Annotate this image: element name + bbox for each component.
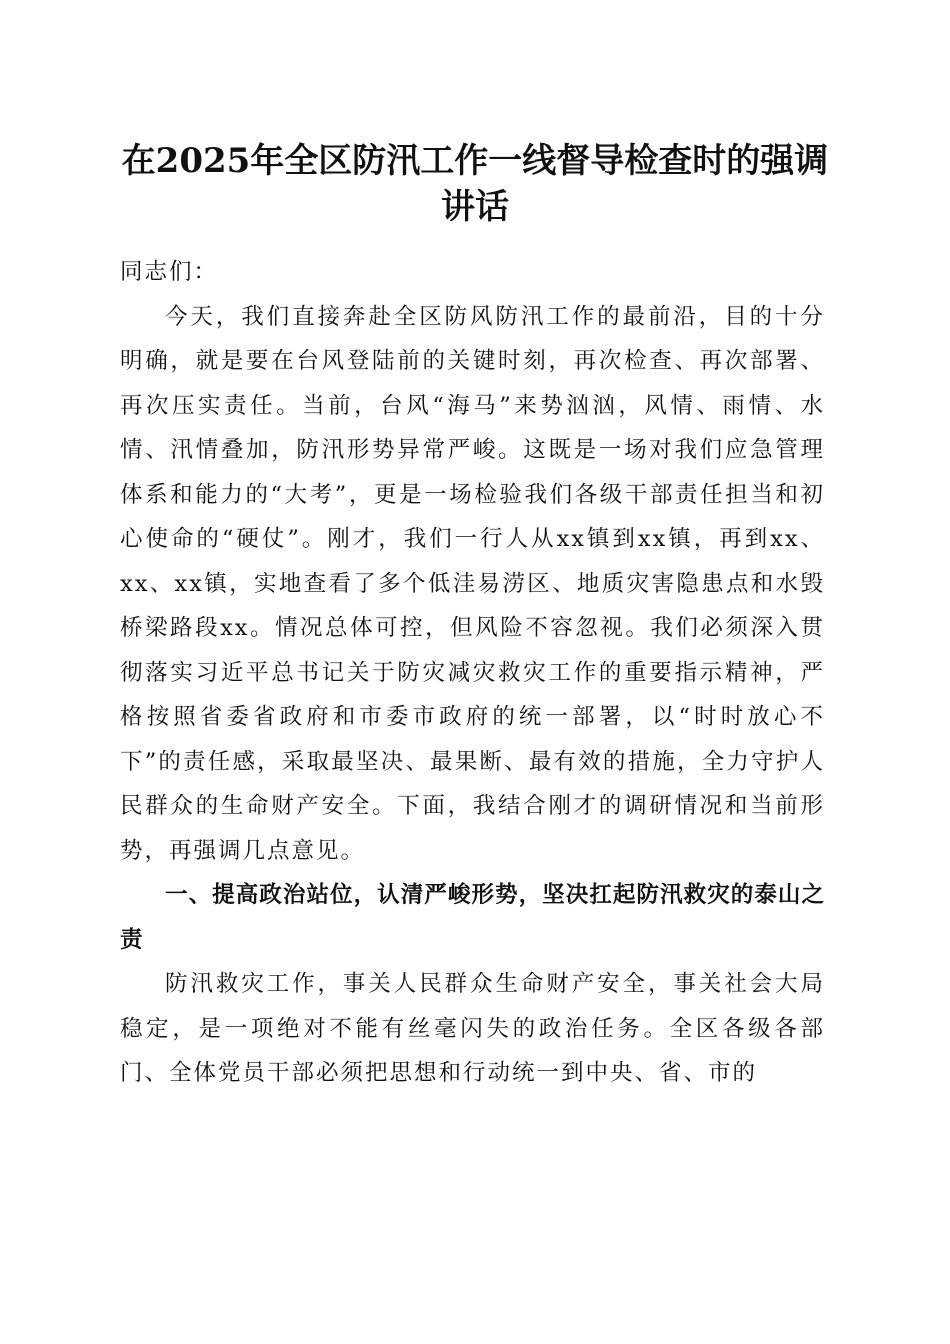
- section-paragraph: 防汛救灾工作，事关人民群众生命财产安全，事关社会大局稳定，是一项绝对不能有丝毫闪失的政治任务。全区各级各部门、全体党员干部必须把思想和行动统一到中央、省、市的: [120, 971, 825, 1086]
- document-title: 在2025年全区防汛工作一线督导检查时的强调讲话: [121, 141, 829, 227]
- intro-paragraph: 今天，我们直接奔赴全区防风防汛工作的最前沿，目的十分明确，就是要在台风登陆前的关键时刻，再次检查、再次部署、再次压实责任。当前，台风“海马”来势汹汹，风情、雨情、水情、汛情叠加，防汛形势异常严峻。这既是一场对我们应急管理体系和能力的“大考”，更是一场检验我们各级干部责任担当和初心使命的“硬仗”。刚才，我们一行人从xx镇到xx镇，再到xx、xx、xx镇，实地查看了多个低洼易涝区、地质灾害隐患点和水毁桥梁路段xx。情况总体可控，但风险不容忽视。我们必须深入贯彻落实习近平总书记关于防灾减灾救灾工作的重要指示精神，严格按照省委省政府和市委市政府的统一部署，以“时时放心不下”的责任感，采取最坚决、最果断、最有效的措施，全力守护人民群众的生命财产安全。下面，我结合刚才的调研情况和当前形势，再强调几点意见。: [120, 303, 825, 864]
- document-body: [120, 250, 825, 1096]
- salutation: 同志们：: [120, 259, 219, 285]
- section-heading: 一、提高政治站位，认清严峻形势，坚决扛起防汛救灾的泰山之责: [120, 882, 825, 953]
